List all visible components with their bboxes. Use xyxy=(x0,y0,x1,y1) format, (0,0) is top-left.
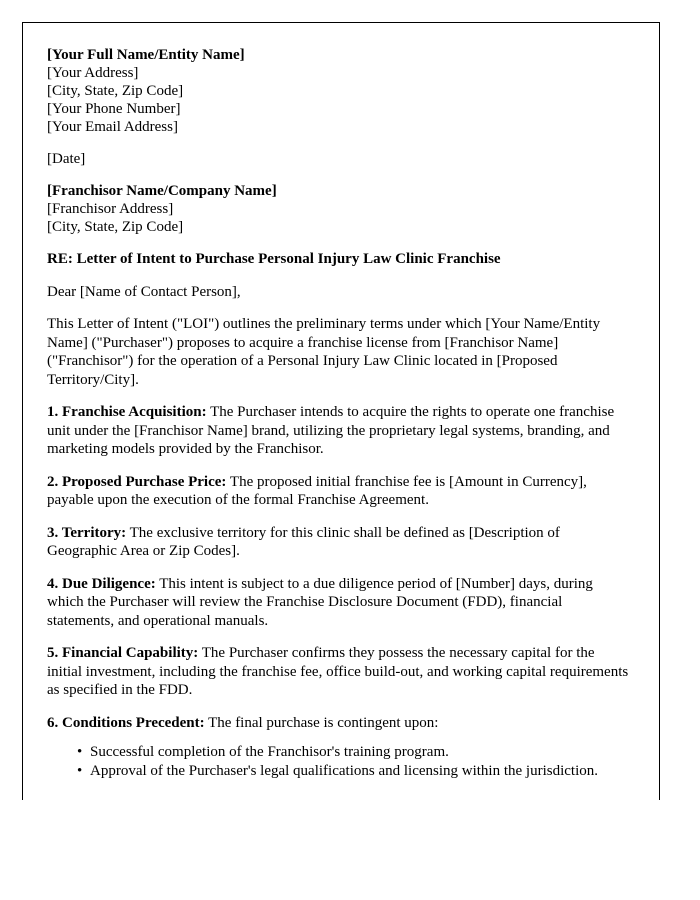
spacer-section-5 xyxy=(47,700,633,714)
section-heading: 2. Proposed Purchase Price: xyxy=(47,473,227,490)
spacer-after-intro xyxy=(47,389,633,403)
subject-line: RE: Letter of Intent to Purchase Personal Injury Law Clinic Franchise xyxy=(47,251,501,267)
sender-city-state-zip: [City, State, Zip Code] xyxy=(47,83,184,99)
list-item: • Approval of the Purchaser's legal qualifications and licensing within the jurisdiction. xyxy=(77,762,633,781)
section-body: The Purchaser intends to acquire the rights to operate one franchise unit under the [Franchisor Name] brand, utilizing the proprietary legal systems, branding, and marketing models provided by the Franchisor. xyxy=(47,404,615,457)
sender-email: [Your Email Address] xyxy=(47,119,178,135)
sender-address: [Your Address] xyxy=(47,65,139,81)
section-body: The final purchase is contingent upon: xyxy=(204,714,439,731)
spacer-section-1 xyxy=(47,459,633,473)
section-body: This intent is subject to a due diligence period of [Number] days, during which the Purchaser will review the Franchise Disclosure Document (FDD), financial statements, and operational manuals. xyxy=(47,575,593,629)
spacer-after-subject xyxy=(47,269,633,283)
document-page xyxy=(22,22,660,800)
spacer-before-bullets xyxy=(47,732,633,743)
spacer-after-salutation xyxy=(47,301,633,315)
section-heading: 6. Conditions Precedent: xyxy=(47,714,205,731)
spacer-section-4 xyxy=(47,630,633,644)
section-body: The Purchaser confirms they possess the necessary capital for the initial investment, including the franchise fee, office build-out, and working capital requirements as specified in the FDD. xyxy=(47,645,629,698)
sender-phone: [Your Phone Number] xyxy=(47,101,181,117)
document-body xyxy=(47,46,633,780)
recipient-city-state-zip: [City, State, Zip Code] xyxy=(47,219,184,235)
spacer-after-date xyxy=(47,168,633,182)
section-heading: 4. Due Diligence: xyxy=(47,575,156,592)
section-heading: 5. Financial Capability: xyxy=(47,645,199,661)
section-heading: 1. Franchise Acquisition: xyxy=(47,404,207,420)
section-territory xyxy=(47,524,633,561)
recipient-address: [Franchisor Address] xyxy=(47,201,174,217)
list-item: • Successful completion of the Franchisor's training program. xyxy=(77,743,633,762)
sender-address-block xyxy=(47,46,633,136)
intro-paragraph: This Letter of Intent ("LOI") outlines the preliminary terms under which [Your Name/Entity Name] ("Purchaser") proposes to acquire a franchise license from [Franchisor Name] ("Franchisor") for the operation of a Personal Injury Law Clinic located in [Proposed Territory/City]. xyxy=(47,316,601,388)
recipient-address-block xyxy=(47,182,633,236)
sender-name: [Your Full Name/Entity Name] xyxy=(47,47,245,63)
section-body: The proposed initial franchise fee is [Amount in Currency], payable upon the execution of the formal Franchise Agreement. xyxy=(47,473,587,508)
section-heading: 3. Territory: xyxy=(47,524,127,541)
section-conditions-precedent xyxy=(47,714,633,733)
spacer-section-2 xyxy=(47,510,633,524)
recipient-name: [Franchisor Name/Company Name] xyxy=(47,183,277,199)
spacer-section-3 xyxy=(47,561,633,575)
section-franchise-acquisition xyxy=(47,403,633,459)
salutation: Dear [Name of Contact Person], xyxy=(47,283,241,300)
letter-date: [Date] xyxy=(47,151,86,167)
section-financial-capability xyxy=(47,644,633,700)
section-due-diligence xyxy=(47,575,633,631)
conditions-list xyxy=(47,743,633,780)
section-body: The exclusive territory for this clinic shall be defined as [Description of Geographic Area or Zip Codes]. xyxy=(47,524,560,559)
spacer-after-sender xyxy=(47,136,633,150)
spacer-after-recipient xyxy=(47,236,633,250)
section-proposed-purchase-price xyxy=(47,473,633,510)
